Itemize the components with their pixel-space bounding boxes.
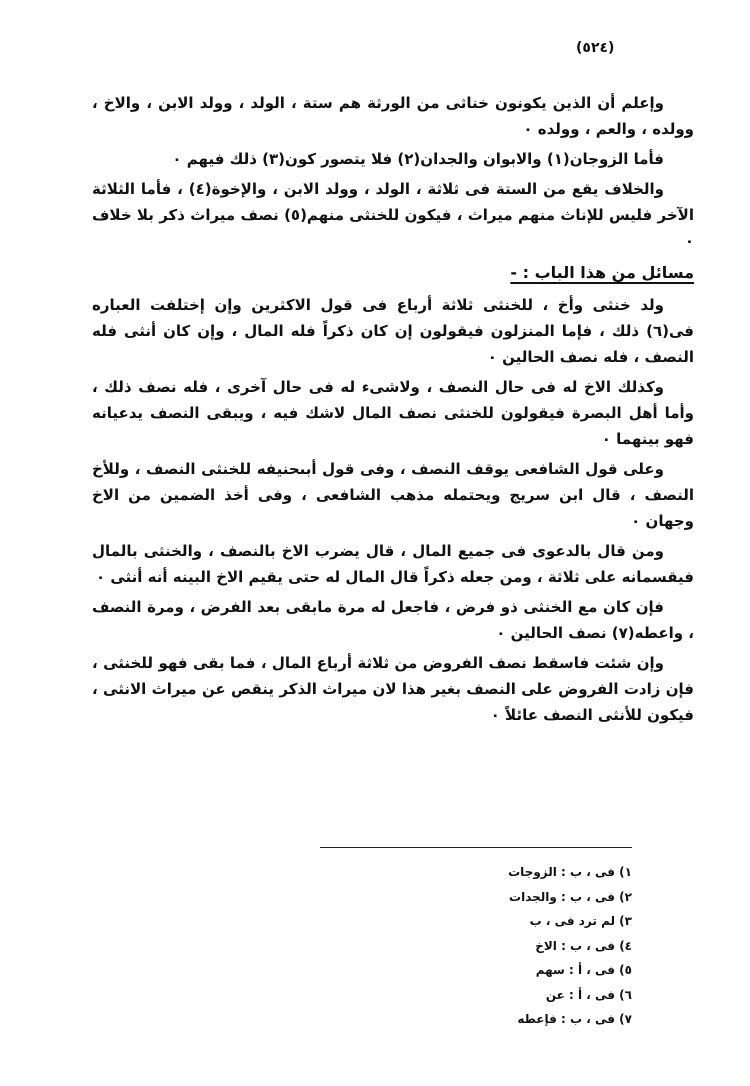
paragraph: وكذلك الاخ له فى حال النصف ، ولاشىء له فى حال آخرى ، فله نصف ذلك ، وأما أهل البصرة فيقولون للخنثى نصف المال لاشك فيه ، ويبقى النصف يدعيانه فهو بينهما ٠ — [92, 378, 694, 448]
footnote: ٦) فى ، أ : عن — [545, 987, 632, 1002]
footnotes-list — [380, 860, 632, 1032]
paragraph: وعلى قول الشافعى يوقف النصف ، وفى قول أبىحنيفه للخنثى النصف ، وللأخ النصف ، قال ابن سريج ويحتمله مذهب الشافعى ، وفى أخذ الضمين من الاخ وجهان ٠ — [92, 460, 694, 530]
paragraph: فأما الزوجان(١) والابوان والجدان(٢) فلا يتصور كون(٣) ذلك فيهم ٠ — [172, 150, 664, 168]
body-text — [92, 90, 694, 732]
footnote: ٤) فى ، ب : الاخ — [535, 938, 632, 953]
page-number: (٥٢٤) — [576, 40, 615, 56]
paragraph: وإعلم أن الذين يكونون خناثى من الورثة هم ستة ، الولد ، وولد الابن ، والاخ ، وولده ، والعم ، وولده ٠ — [92, 94, 694, 138]
section-heading: مسائل من هذا الباب : - — [510, 263, 694, 282]
footnote-divider — [320, 847, 632, 848]
footnote: ١) فى ، ب : الزوجات — [508, 865, 632, 879]
footnote: ٧) فى ، ب : فإعطه — [517, 1012, 632, 1026]
footnote: ٢) فى ، ب : والجدات — [509, 889, 632, 904]
paragraph: ولد خنثى وأخ ، للخنثى ثلاثة أرباع فى قول الاكثرين وإن إختلفت العباره فى(٦) ذلك ، فإما المنزلون فيقولون إن كان ذكراً فله المال ، وإن كان أنثى فله النصف ، فله نصف الحالين ٠ — [92, 296, 694, 366]
footnote: ٣) لم ترد فى ، ب — [529, 914, 632, 928]
paragraph: ومن قال بالدعوى فى جميع المال ، قال يضرب الاخ بالنصف ، والخنثى بالمال فيقسمانه على ثلاثة ، ومن جعله ذكراً قال المال له حتى يقيم الاخ البينه أنه أنثى ٠ — [92, 542, 694, 586]
paragraph: فإن كان مع الخنثى ذو فرض ، فاجعل له مرة مابقى بعد الفرض ، ومرة النصف ، واعطه(٧) نصف الحالين ٠ — [92, 598, 694, 642]
footnote: ٥) فى ، أ : سهم — [535, 963, 632, 977]
paragraph: وإن شئت فاسقط نصف الفروض من ثلاثة أرباع المال ، فما بقى فهو للخنثى ، فإن زادت الفروض على النصف بغير هذا لان ميراث الذكر ينقص عن ميراث الانثى ، فيكون للأنثى النصف عائلاً ٠ — [92, 654, 694, 724]
paragraph: والخلاف يقع من الستة فى ثلاثة ، الولد ، وولد الابن ، والإخوة(٤) ، فأما الثلاثة الآخر فليس للإناث منهم ميراث ، فيكون للخنثى منهم(٥) نصف ميراث ذكر بلا خلاف ٠ — [92, 180, 694, 250]
